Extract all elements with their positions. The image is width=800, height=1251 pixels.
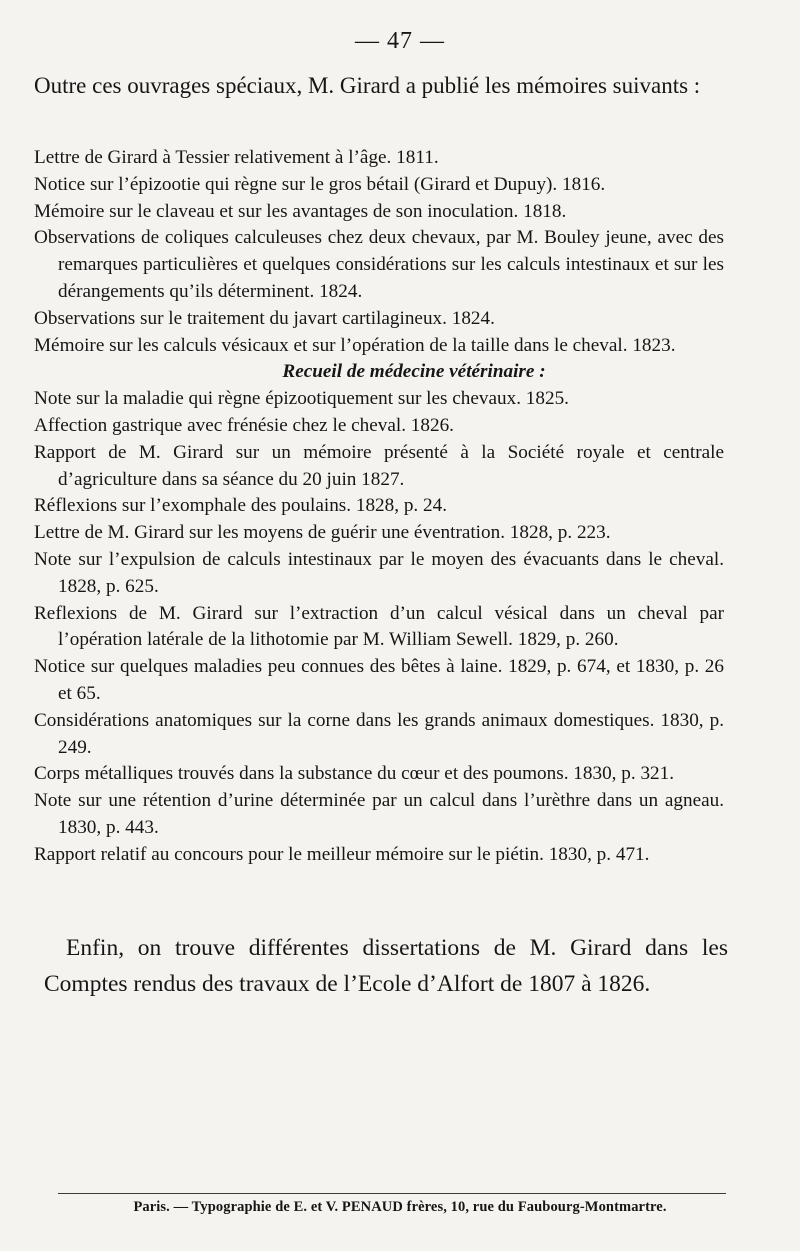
conclusion-paragraph: Enfin, on trouve différentes dissertations de M. Girard dans les Comptes rendus des travaux de l’Ecole d’Alfort de 1807 à 1826. xyxy=(44,935,728,997)
list-item: Observations de coliques calculeuses chez deux chevaux, par M. Bouley jeune, avec des remarques particulières et quelques considérations sur les calculs intestinaux et sur les dérangements qu’ils déterminent. 1824. xyxy=(34,227,724,302)
list-item: Lettre de M. Girard sur les moyens de guérir une éventration. 1828, p. 223. xyxy=(34,522,611,544)
footer-divider xyxy=(58,1193,726,1194)
intro-paragraph: Outre ces ouvrages spéciaux, M. Girard a publié les mémoires suivants : xyxy=(34,73,701,98)
list-item: Note sur l’expulsion de calculs intestinaux par le moyen des évacuants dans le cheval. 1828, p. 625. xyxy=(34,548,724,597)
page-number: — 47 — xyxy=(355,28,445,54)
list-item: Affection gastrique avec frénésie chez le cheval. 1826. xyxy=(34,414,454,436)
list-item: Notice sur quelques maladies peu connues des bêtes à laine. 1829, p. 674, et 1830, p. 26 et 65. xyxy=(34,656,724,704)
bibliography-list xyxy=(34,145,724,869)
printer-footer: Paris. — Typographie de E. et V. PENAUD frères, 10, rue du Faubourg-Montmartre. xyxy=(133,1199,667,1215)
list-item: Lettre de Girard à Tessier relativement à l’âge. 1811. xyxy=(34,147,439,168)
list-item: Note sur la maladie qui règne épizootiquement sur les chevaux. 1825. xyxy=(34,388,569,410)
list-item: Note sur une rétention d’urine déterminée par un calcul dans l’urèthre dans un agneau. 1830, p. 443. xyxy=(34,790,724,838)
list-item: Réflexions sur l’exomphale des poulains. 1828, p. 24. xyxy=(34,495,447,517)
list-item: Rapport relatif au concours pour le meilleur mémoire sur le piétin. 1830, p. 471. xyxy=(34,843,650,865)
list-item: Mémoire sur le claveau et sur les avantages de son inoculation. 1818. xyxy=(34,200,567,222)
list-item: Notice sur l’épizootie qui règne sur le gros bétail (Girard et Dupuy). 1816. xyxy=(34,173,606,195)
list-item: Considérations anatomiques sur la corne dans les grands animaux domestiques. 1830, p. 249. xyxy=(34,709,724,758)
section-heading: Recueil de médecine vétérinaire : xyxy=(282,361,546,383)
list-item: Corps métalliques trouvés dans la substance du cœur et des poumons. 1830, p. 321. xyxy=(34,763,675,785)
list-item: Observations sur le traitement du javart cartilagineux. 1824. xyxy=(34,307,495,329)
list-item: Reflexions de M. Girard sur l’extraction d’un calcul vésical dans un cheval par l’opération latérale de la lithotomie par M. William Sewell. 1829, p. 260. xyxy=(34,602,724,651)
list-item: Mémoire sur les calculs vésicaux et sur l’opération de la taille dans le cheval. 1823. xyxy=(34,334,676,356)
list-item: Rapport de M. Girard sur un mémoire présenté à la Société royale et centrale d’agriculture dans sa séance du 20 juin 1827. xyxy=(34,441,724,490)
